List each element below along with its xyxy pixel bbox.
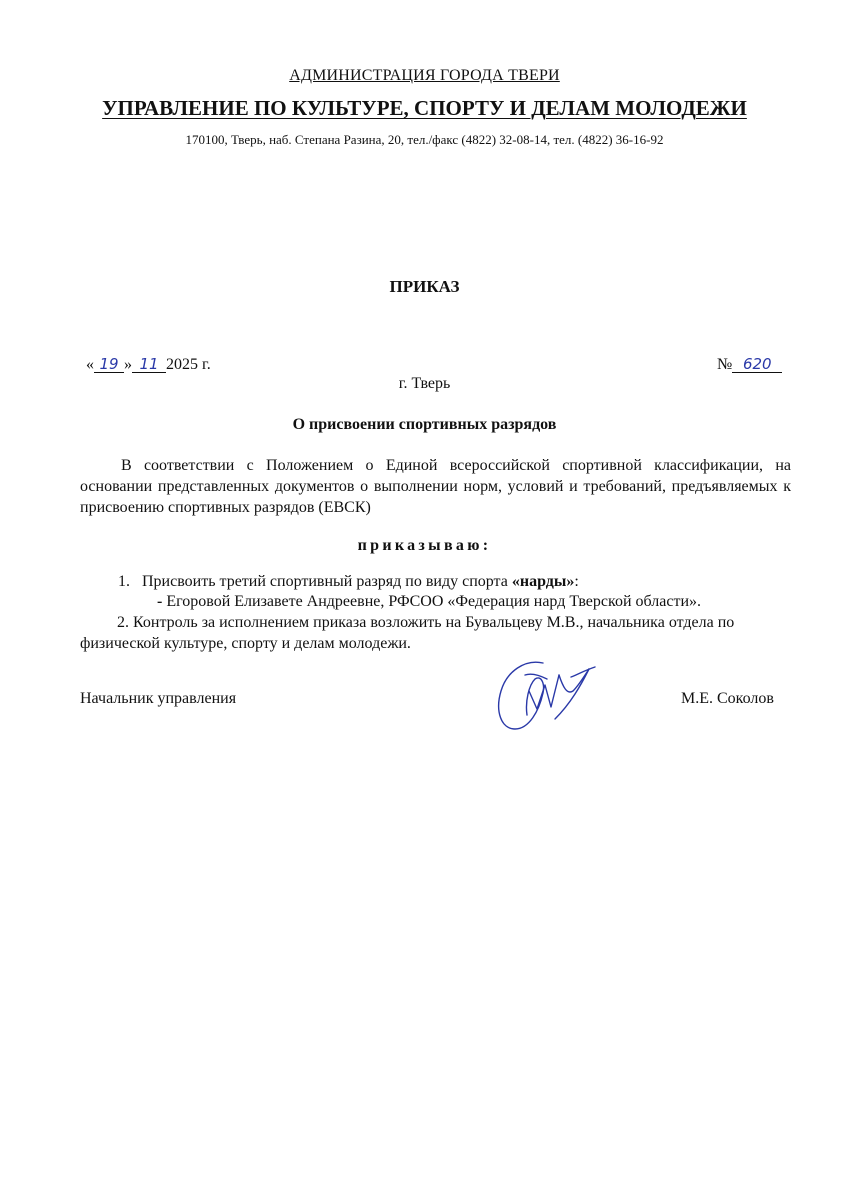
date-year: 2025 г. [166, 356, 211, 373]
item-1-number: 1. [118, 573, 130, 590]
handwritten-signature [485, 645, 605, 740]
item-1-colon: : [574, 573, 579, 590]
date-month-handwritten: 11 [132, 356, 166, 373]
document-type-title: ПРИКАЗ [389, 277, 460, 296]
date-day-handwritten: 19 [94, 356, 124, 373]
date-close-quote: » [124, 356, 132, 373]
order-date [86, 356, 211, 374]
order-item-1-recipient [157, 593, 701, 611]
recipient-dash: - [157, 593, 167, 610]
city-line: г. Тверь [398, 375, 451, 392]
item-1-text: Присвоить третий спортивный разряд по виду спорта [142, 573, 512, 590]
number-prefix: № [717, 356, 733, 373]
administration-title: АДМИНИСТРАЦИЯ ГОРОДА ТВЕРИ [289, 67, 560, 84]
date-open-quote: « [86, 356, 94, 373]
preamble-paragraph: В соответствии с Положением о Единой всероссийской спортивной классификации, на основании представленных документов о выполнении норм, условий и требований, предъявляемых к присвоению спортивных разрядов (ЕВСК) [80, 457, 791, 516]
order-number [717, 356, 782, 374]
department-title: УПРАВЛЕНИЕ ПО КУЛЬТУРЕ, СПОРТУ И ДЕЛАМ МОЛОДЕЖИ [102, 96, 747, 120]
recipient-text: Егоровой Елизавете Андреевне, РФСОО «Федерация нард Тверской области». [166, 593, 701, 610]
item-1-sport: «нарды» [511, 573, 575, 590]
order-item-1 [118, 573, 579, 591]
signatory-position: Начальник управления [80, 690, 237, 707]
order-item-2: 2. Контроль за исполнением приказа возложить на Бувальцеву М.В., начальника отдела по физической культуре, спорту и делам молодежи. [80, 614, 735, 652]
number-handwritten: 620 [732, 356, 782, 373]
orders-keyword: приказываю: [357, 537, 492, 554]
signatory-name: М.Е. Соколов [681, 690, 774, 707]
department-address: 170100, Тверь, наб. Степана Разина, 20, тел./факс (4822) 32-08-14, тел. (4822) 36-16-92 [185, 132, 664, 147]
order-subject: О присвоении спортивных разрядов [292, 416, 557, 433]
